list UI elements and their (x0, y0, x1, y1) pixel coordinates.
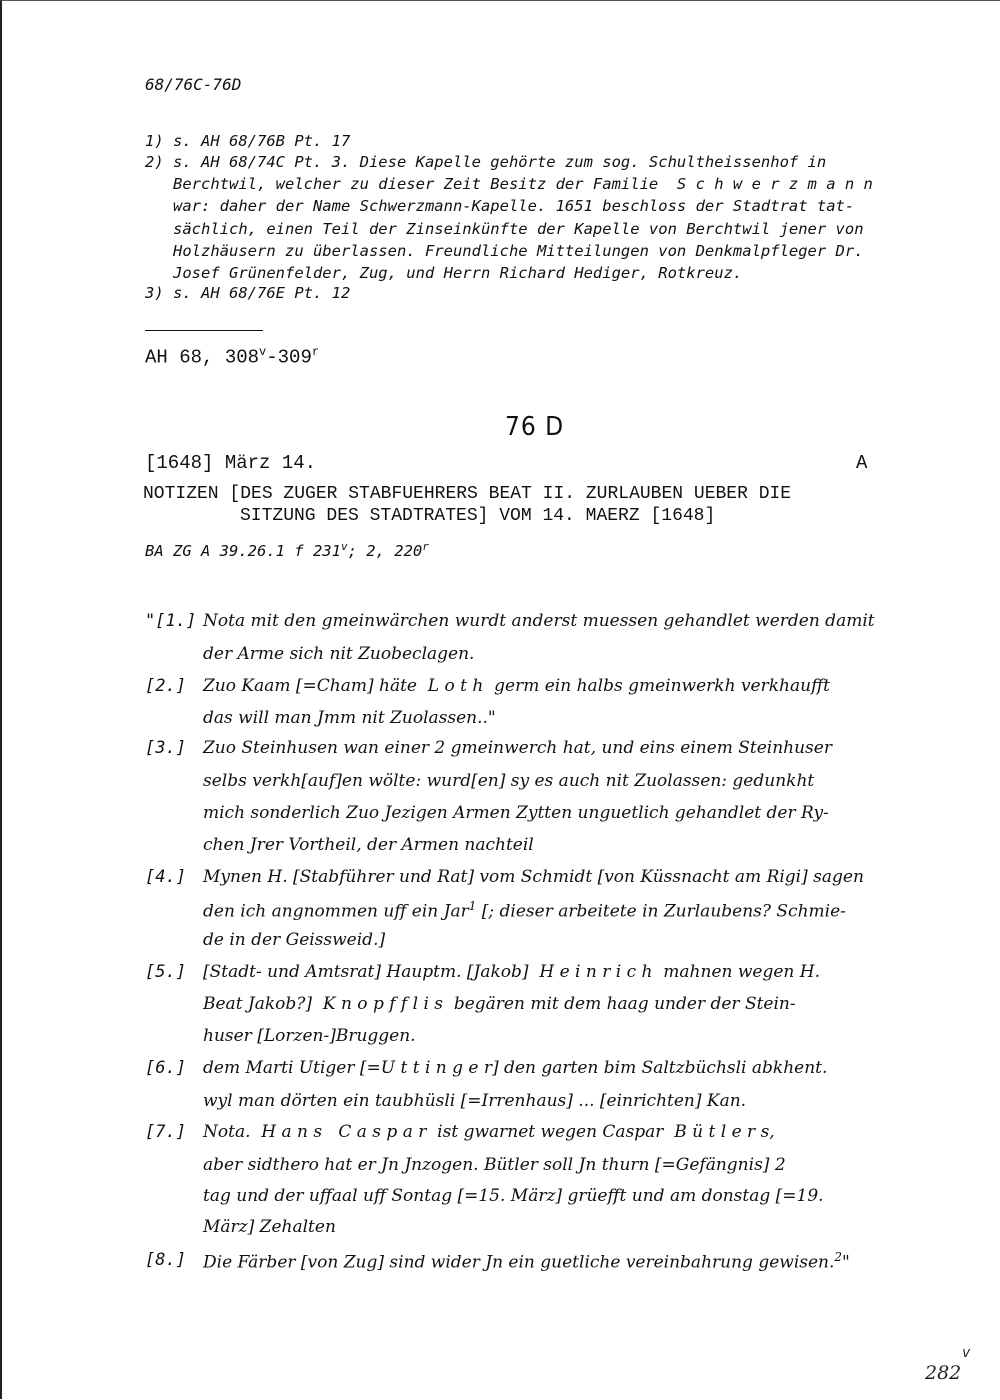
footnote-1 (173, 130, 943, 152)
source-sup-1: v (340, 540, 348, 553)
entry-line: Zuo Kaam [=Cham] häte L o t h germ ein halbs gmeinwerkh verkhaufft (203, 676, 830, 696)
source-citation (145, 540, 429, 560)
archive-reference (145, 345, 319, 368)
entry-label: [2.] (145, 676, 186, 696)
entry-line: aber sidthero hat er Jn Jnzogen. Bütler soll Jn thurn [=Gefängnis] 2 (203, 1155, 786, 1175)
footnote-line: Josef Grünenfelder, Zug, und Herrn Richard Hediger, Rotkreuz. (173, 264, 743, 283)
footnote-line: s. AH 68/76B Pt. 17 (173, 132, 351, 150)
footnote-marker: 2 (834, 1250, 843, 1264)
entry-line: Nota mit den gmeinwärchen wurdt anderst muessen gehandlet werden damit (203, 611, 875, 631)
entry-line: Mynen H. [Stabführer und Rat] vom Schmidt [von Küssnacht am Rigi] sagen (203, 867, 864, 887)
entry-line-text: Die Färber [von Zug] sind wider Jn ein guetliche vereinbahrung gewisen. (203, 1252, 835, 1273)
footnote-3 (173, 282, 943, 304)
entry-line: chen Jrer Vortheil, der Armen nachteil (203, 835, 534, 855)
document-letter: A (856, 452, 868, 474)
source-sup-2: r (422, 540, 429, 553)
entry-line (203, 899, 846, 922)
archive-ref-range: -309 (266, 346, 312, 369)
archive-ref-sup-recto: r (311, 345, 320, 359)
entry-line: wyl man dörten ein taubhüsli [=Irrenhaus] ... [einrichten] Kan. (203, 1091, 747, 1111)
entry-line: de in der Geissweid.] (203, 930, 386, 950)
footnote-marker: 1 (468, 899, 477, 913)
footnote-2 (173, 151, 943, 284)
entry-label: [4.] (145, 867, 186, 887)
entry-line: das will man Jmm nit Zuolassen.." (203, 708, 496, 728)
footnote-line: Berchtwil, welcher zu dieser Zeit Besitz der Familie S c h w e r z m a n n (173, 175, 873, 194)
entry-label: "[1.] (145, 611, 197, 631)
entry-line-text: den ich angnommen uff ein Jar (203, 901, 469, 922)
document-date: [1648] März 14. (145, 452, 317, 474)
archive-ref-sup-verso: v (259, 345, 267, 359)
entry-label: [8.] (145, 1250, 186, 1270)
entry-line: der Arme sich nit Zuobeclagen. (203, 644, 475, 664)
document-reference: 68/76C-76D (145, 75, 242, 94)
footnote-line: Holzhäusern zu überlassen. Freundliche Mitteilungen von Denkmalpfleger Dr. (173, 241, 864, 260)
page-number-handwritten: 282 (925, 1362, 962, 1384)
entry-line: huser [Lorzen-]Bruggen. (203, 1026, 416, 1046)
document-number: 76 D (505, 412, 565, 442)
entry-line: Nota. H a n s C a s p a r ist gwarnet wegen Caspar B ü t l e r s, (203, 1122, 775, 1142)
source-part-2: ; 2, 220 (347, 542, 423, 561)
entry-line-text: [; dieser arbeitete in Zurlaubens? Schmie- (476, 901, 846, 922)
entry-line: dem Marti Utiger [=U t t i n g e r] den garten bim Saltzbüchsli abkhent. (203, 1058, 828, 1078)
footnote-line: s. AH 68/76E Pt. 12 (173, 284, 351, 302)
entry-line: tag und der uffaal uff Sontag [=15. März] grüefft und am donstag [=19. (203, 1186, 824, 1206)
archive-ref-base: AH 68, 308 (145, 346, 260, 369)
entry-line: Zuo Steinhusen wan einer 2 gmeinwerch hat, und eins einem Steinhuser (203, 738, 832, 758)
footnote-line: sächlich, einen Teil der Zinseinkünfte der Kapelle von Berchtwil jener von (173, 219, 864, 238)
entry-line: Beat Jakob?] K n o p f f l i s begären mit dem haag under der Stein- (203, 994, 796, 1014)
footnote-line: war: daher der Name Schwerzmann-Kapelle. 1651 beschloss der Stadtrat tat- (173, 197, 855, 216)
entry-line: selbs verkh[auf]en wölte: wurd[en] sy es auch nit Zuolassen: gedunkht (203, 771, 815, 791)
entry-label: [7.] (145, 1122, 186, 1142)
separator-rule (145, 330, 263, 331)
entry-label: [3.] (145, 738, 186, 758)
footnote-line: s. AH 68/74C Pt. 3. Diese Kapelle gehörte zum sog. Schultheissenhof in (173, 153, 827, 171)
footnote-3-number: 3) (145, 284, 164, 302)
source-part-1: BA ZG A 39.26.1 f 231 (145, 542, 341, 561)
entry-line (203, 1250, 850, 1273)
closing-quote: " (842, 1252, 850, 1273)
entry-label: [5.] (145, 962, 186, 982)
check-mark: v (962, 1345, 971, 1361)
document-heading-line-1: NOTIZEN [DES ZUGER STABFUEHRERS BEAT II. ZURLAUBEN UEBER DIE (143, 484, 792, 504)
footnote-1-number: 1) (145, 132, 164, 150)
document-heading-line-2: SITZUNG DES STADTRATES] VOM 14. MAERZ [1648] (240, 506, 716, 526)
entry-line: mich sonderlich Zuo Jezigen Armen Zytten unguetlich gehandlet der Ry- (203, 803, 829, 823)
footnote-2-number: 2) (145, 153, 164, 171)
entry-label: [6.] (145, 1058, 186, 1078)
entry-line: [Stadt- und Amtsrat] Hauptm. [Jakob] H e i n r i c h mahnen wegen H. (203, 962, 821, 982)
entry-line: März] Zehalten (203, 1217, 336, 1237)
